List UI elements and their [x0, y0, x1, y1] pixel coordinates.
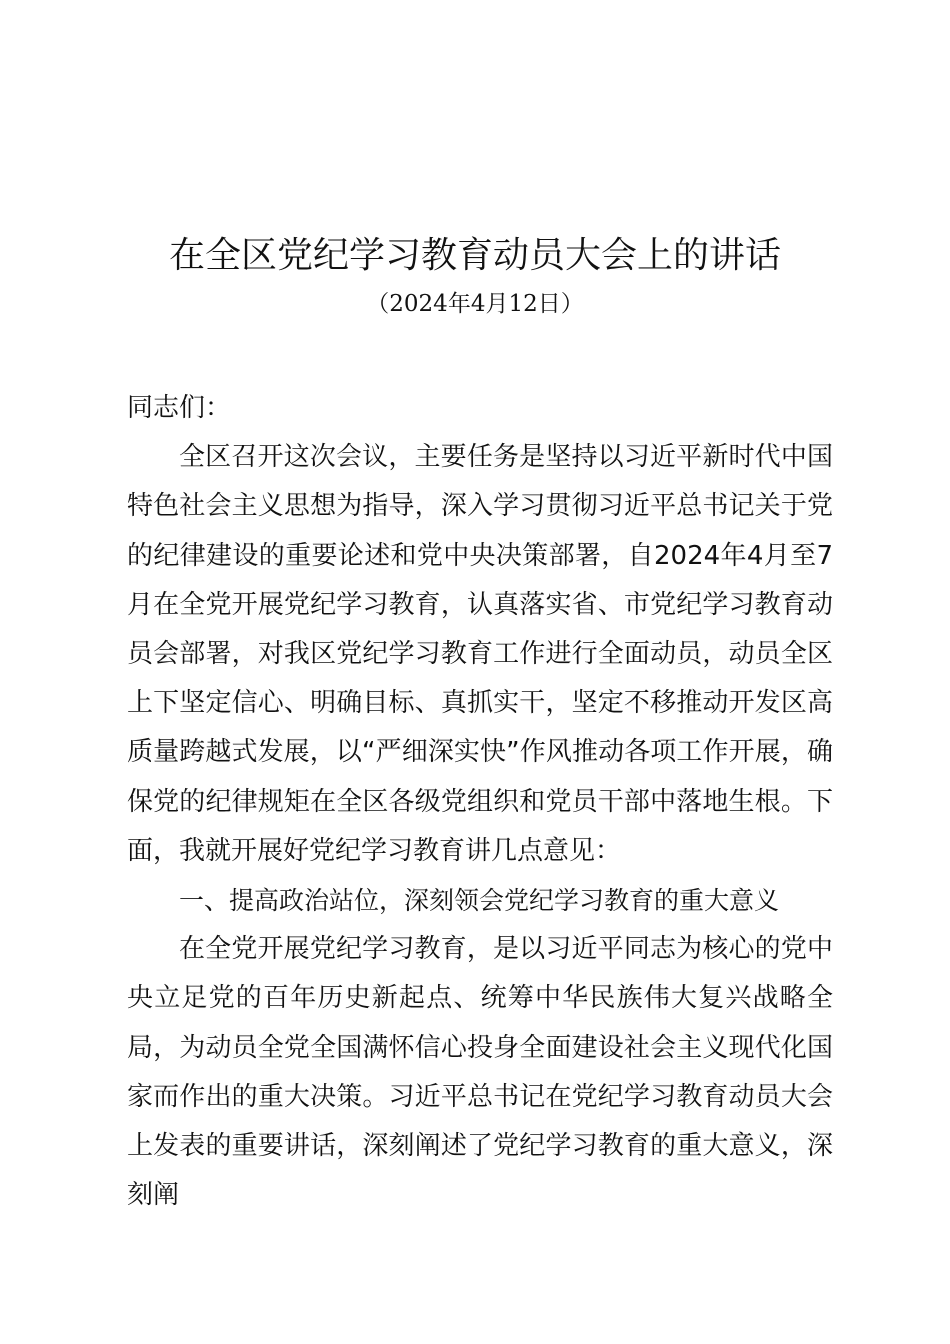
document-body — [127, 384, 833, 1220]
document-title: 在全区党纪学习教育动员大会上的讲话 — [168, 235, 781, 276]
paragraph-section-1: 在全党开展党纪学习教育，是以习近平同志为核心的党中央立足党的百年历史新起点、统筹中华民族伟大复兴战略全局，为动员全党全国满怀信心投身全面建设社会主义现代化国家而作出的重大决策。习近平总书记在党纪学习教育动员大会上发表的重要讲话，深刻阐述了党纪学习教育的重大意义，深刻阐 — [127, 934, 833, 1211]
salutation: 同志们： — [127, 393, 232, 423]
section-heading-1: 一、提高政治站位，深刻领会党纪学习教育的重大意义 — [179, 886, 780, 916]
document-date: （2024年4月12日） — [366, 291, 584, 317]
paragraph-intro: 全区召开这次会议，主要任务是坚持以习近平新时代中国特色社会主义思想为指导，深入学习贯彻习近平总书记关于党的纪律建设的重要论述和党中央决策部署，自2024年4月至7月在全党开展党纪学习教育，认真落实省、市党纪学习教育动员会部署，对我区党纪学习教育工作进行全面动员，动员全区上下坚定信心、明确目标、真抓实干，坚定不移推动开发区高质量跨越式发展，以“严细深实快”作风推动各项工作开展，确保党的纪律规矩在全区各级党组织和党员干部中落地生根。下面，我就开展好党纪学习教育讲几点意见： — [127, 442, 833, 866]
